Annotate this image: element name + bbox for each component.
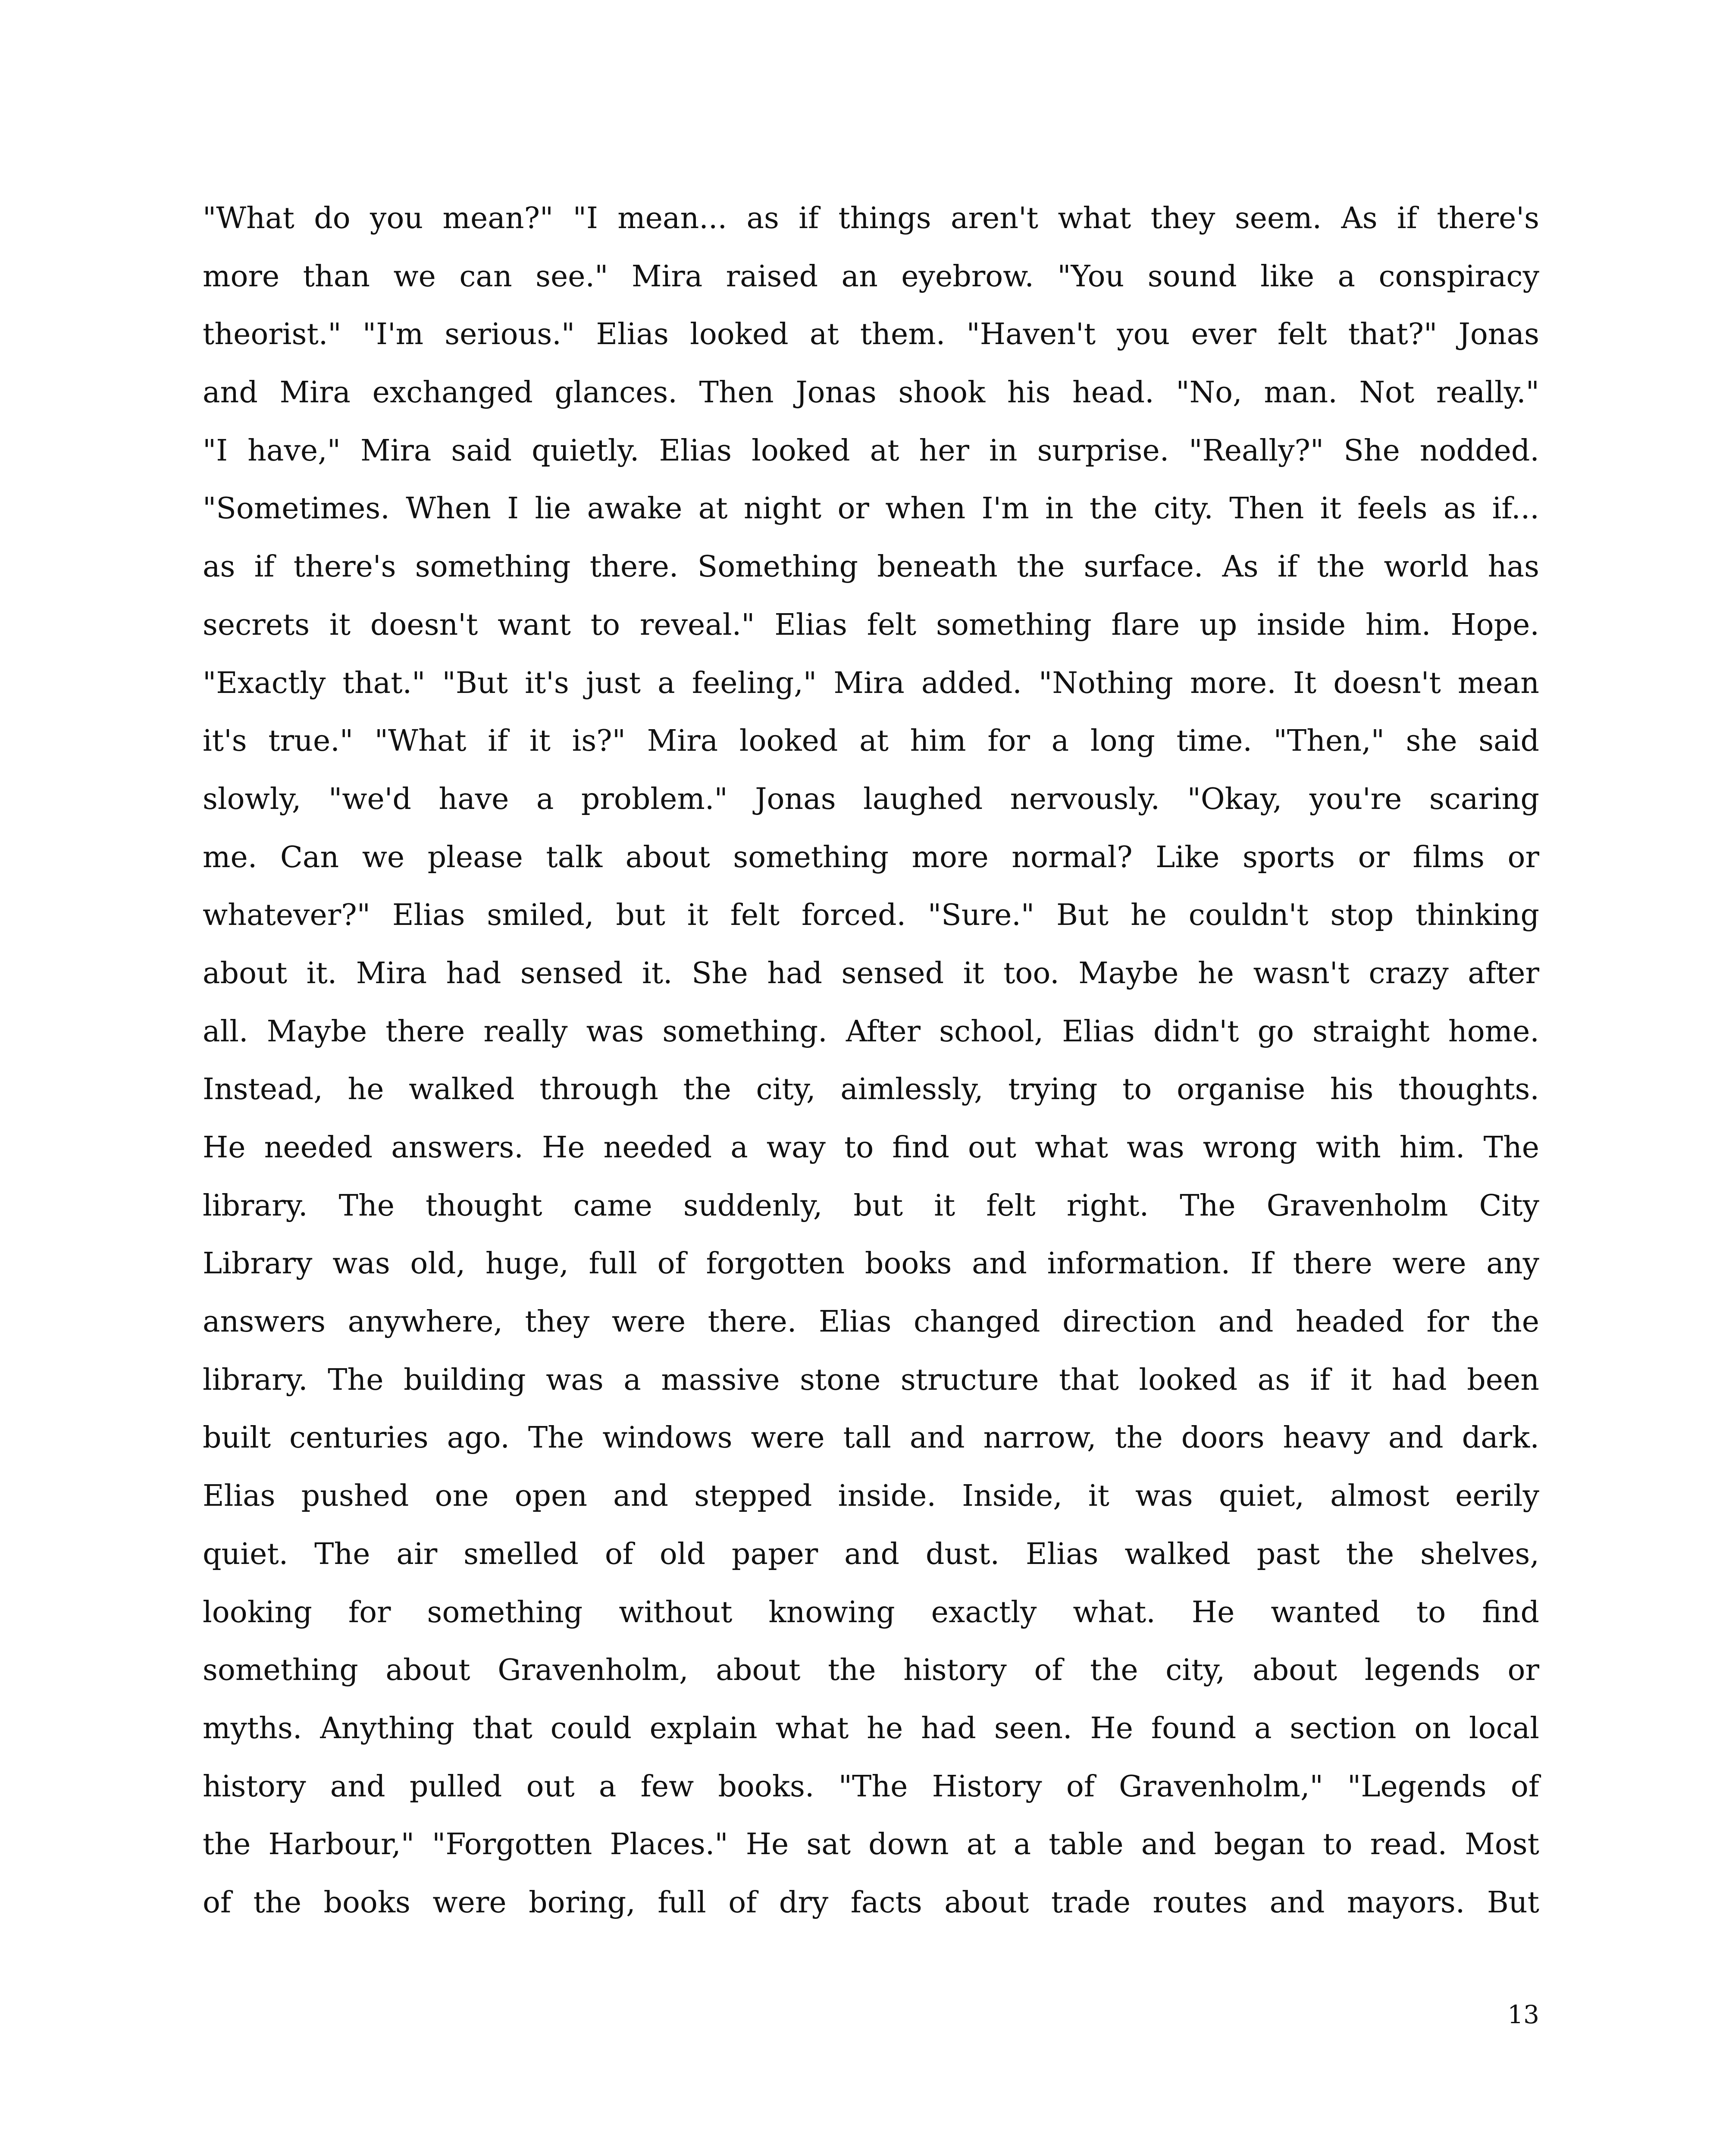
text-line: secrets it doesn't want to reveal." Elias felt something flare up inside him. Hope. bbox=[203, 608, 1539, 642]
body-text bbox=[203, 190, 1539, 1932]
text-line: the Harbour," "Forgotten Places." He sat down at a table and began to read. Most bbox=[203, 1827, 1539, 1862]
text-line: quiet. The air smelled of old paper and dust. Elias walked past the shelves, bbox=[203, 1537, 1539, 1571]
text-line: slowly, "we'd have a problem." Jonas laughed nervously. "Okay, you're scaring bbox=[203, 782, 1539, 816]
text-line: looking for something without knowing exactly what. He wanted to find bbox=[203, 1595, 1539, 1630]
text-line: myths. Anything that could explain what he had seen. He found a section on local bbox=[203, 1711, 1539, 1745]
text-line: of the books were boring, full of dry facts about trade routes and mayors. But bbox=[203, 1885, 1539, 1920]
text-line: about it. Mira had sensed it. She had sensed it too. Maybe he wasn't crazy after bbox=[203, 956, 1539, 990]
text-line: built centuries ago. The windows were tall and narrow, the doors heavy and dark. bbox=[203, 1421, 1539, 1455]
text-line: theorist." "I'm serious." Elias looked at them. "Haven't you ever felt that?" Jonas bbox=[203, 317, 1539, 352]
text-line: history and pulled out a few books. "The History of Gravenholm," "Legends of bbox=[203, 1769, 1539, 1804]
text-line: Elias pushed one open and stepped inside. Inside, it was quiet, almost eerily bbox=[203, 1479, 1539, 1514]
text-line: library. The building was a massive stone structure that looked as if it had been bbox=[203, 1363, 1539, 1397]
text-line: Library was old, huge, full of forgotten books and information. If there were any bbox=[203, 1247, 1539, 1281]
text-line: library. The thought came suddenly, but it felt right. The Gravenholm City bbox=[203, 1188, 1539, 1223]
text-line: "Sometimes. When I lie awake at night or when I'm in the city. Then it feels as if... bbox=[203, 492, 1539, 526]
text-line: "I have," Mira said quietly. Elias looked at her in surprise. "Really?" She nodded. bbox=[203, 433, 1539, 468]
text-line: something about Gravenholm, about the history of the city, about legends or bbox=[203, 1653, 1539, 1688]
page-number: 13 bbox=[1507, 2000, 1539, 2029]
text-line: me. Can we please talk about something more normal? Like sports or films or bbox=[203, 840, 1539, 874]
text-line: answers anywhere, they were there. Elias changed direction and headed for the bbox=[203, 1305, 1539, 1339]
text-line: more than we can see." Mira raised an eyebrow. "You sound like a conspiracy bbox=[203, 259, 1539, 294]
text-line: it's true." "What if it is?" Mira looked at him for a long time. "Then," she said bbox=[203, 724, 1539, 758]
text-line: "What do you mean?" "I mean... as if things aren't what they seem. As if there's bbox=[203, 201, 1539, 235]
text-line: Instead, he walked through the city, aimlessly, trying to organise his thoughts. bbox=[203, 1072, 1539, 1107]
text-line: He needed answers. He needed a way to find out what was wrong with him. The bbox=[203, 1131, 1539, 1165]
text-line: all. Maybe there really was something. After school, Elias didn't go straight home. bbox=[203, 1014, 1539, 1049]
text-line: "Exactly that." "But it's just a feeling," Mira added. "Nothing more. It doesn't mean bbox=[203, 666, 1539, 700]
text-line: and Mira exchanged glances. Then Jonas shook his head. "No, man. Not really." bbox=[203, 376, 1539, 410]
text-line: whatever?" Elias smiled, but it felt forced. "Sure." But he couldn't stop thinking bbox=[203, 898, 1539, 933]
text-line: as if there's something there. Something beneath the surface. As if the world has bbox=[203, 550, 1539, 584]
